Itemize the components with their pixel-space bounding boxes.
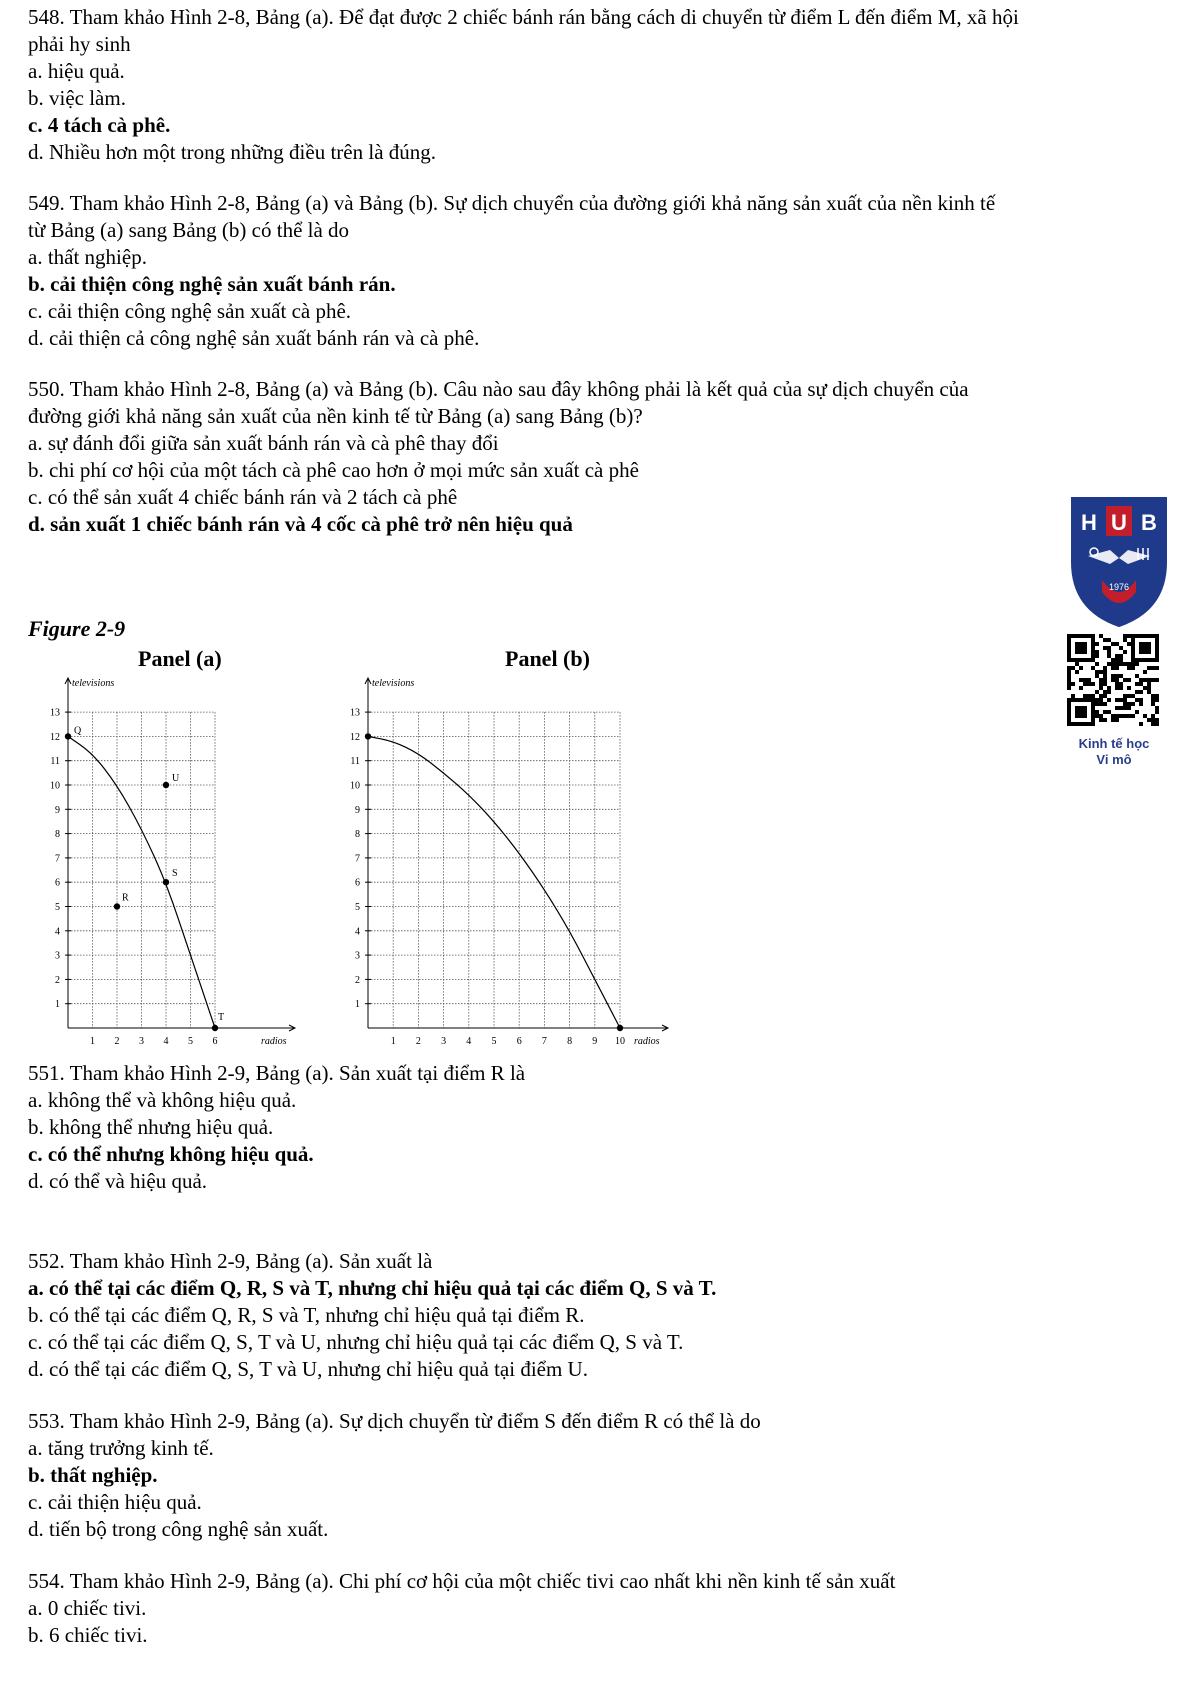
qr-module xyxy=(1067,670,1071,674)
question-text: 550. Tham khảo Hình 2-8, Bảng (a) và Bảng (b). Câu nào sau đây không phải là kết quả của sự dịch chuyển của xyxy=(28,377,969,401)
y-tick-label: 2 xyxy=(55,974,60,986)
qr-module xyxy=(1123,662,1127,666)
qr-module xyxy=(1127,714,1131,718)
point-label-u: U xyxy=(172,773,180,784)
qr-module xyxy=(1107,638,1111,642)
panel-b-title: Panel (b) xyxy=(505,646,590,671)
qr-module xyxy=(1119,686,1123,690)
qr-module xyxy=(1115,678,1119,682)
qr-module xyxy=(1103,666,1107,670)
qr-module xyxy=(1151,702,1155,706)
qr-module xyxy=(1095,642,1099,646)
qr-module xyxy=(1155,718,1159,722)
qr-module xyxy=(1103,694,1107,698)
x-tick-label: 6 xyxy=(212,1036,218,1047)
qr-module xyxy=(1139,722,1143,726)
x-tick-label: 3 xyxy=(441,1036,447,1047)
qr-module xyxy=(1079,666,1083,670)
x-tick-label: 7 xyxy=(541,1036,547,1047)
answer-option: a. hiệu quả. xyxy=(28,59,125,83)
qr-module xyxy=(1135,710,1139,714)
qr-module xyxy=(1155,678,1159,682)
qr-module xyxy=(1099,694,1103,698)
qr-module xyxy=(1155,722,1159,726)
qr-module xyxy=(1123,634,1127,638)
qr-module xyxy=(1127,634,1131,638)
qr-module xyxy=(1115,718,1119,722)
question-q549 xyxy=(28,190,1168,352)
point-r xyxy=(114,903,120,909)
question-text: 554. Tham khảo Hình 2-9, Bảng (a). Chi phí cơ hội của một chiếc tivi cao nhất khi nền kinh tế sản xuất xyxy=(28,1569,896,1593)
answer-option: a. 0 chiếc tivi. xyxy=(28,1596,147,1620)
x-tick-label: 4 xyxy=(466,1036,472,1047)
qr-module xyxy=(1147,682,1151,686)
qr-module xyxy=(1127,666,1131,670)
answer-option-correct: d. sản xuất 1 chiếc bánh rán và 4 cốc cà phê trở nên hiệu quả xyxy=(28,512,573,536)
qr-module xyxy=(1107,710,1111,714)
qr-module xyxy=(1099,634,1103,638)
qr-module xyxy=(1111,662,1115,666)
qr-module xyxy=(1131,694,1135,698)
qr-module xyxy=(1139,690,1143,694)
qr-module xyxy=(1127,686,1131,690)
y-tick-label: 4 xyxy=(355,926,360,938)
qr-module xyxy=(1119,698,1123,702)
y-tick-label: 3 xyxy=(55,950,60,962)
qr-module xyxy=(1107,686,1111,690)
y-tick-label: 11 xyxy=(50,756,60,768)
point-label-q: Q xyxy=(74,725,82,737)
qr-module xyxy=(1143,686,1147,690)
qr-module xyxy=(1091,682,1095,686)
y-tick-label: 12 xyxy=(50,731,60,743)
point-label-s: S xyxy=(172,868,178,880)
y-axis-label: televisions xyxy=(372,678,415,689)
y-tick-label: 5 xyxy=(55,902,60,913)
qr-module xyxy=(1119,714,1123,718)
qr-module xyxy=(1115,714,1119,718)
answer-option-correct: b. thất nghiệp. xyxy=(28,1463,158,1487)
x-tick-label: 5 xyxy=(491,1036,497,1047)
qr-module xyxy=(1123,638,1127,642)
answer-option: b. có thể tại các điểm Q, R, S và T, nhưng chỉ hiệu quả tại điểm R. xyxy=(28,1303,585,1327)
qr-module xyxy=(1103,638,1107,642)
qr-module xyxy=(1147,678,1151,682)
qr-module xyxy=(1155,666,1159,670)
qr-module xyxy=(1095,698,1099,702)
qr-module xyxy=(1119,646,1123,650)
qr-module xyxy=(1119,658,1123,662)
qr-module xyxy=(1067,682,1071,686)
qr-module xyxy=(1151,722,1155,726)
qr-module xyxy=(1115,642,1119,646)
answer-option: d. Nhiều hơn một trong những điều trên là đúng. xyxy=(28,140,437,164)
answer-option: b. chi phí cơ hội của một tách cà phê cao hơn ở mọi mức sản xuất cà phê xyxy=(28,458,639,482)
qr-module xyxy=(1103,674,1107,678)
qr-module xyxy=(1111,718,1115,722)
qr-module xyxy=(1095,674,1099,678)
qr-module xyxy=(1095,654,1099,658)
qr-module xyxy=(1107,662,1111,666)
qr-module xyxy=(1119,682,1123,686)
answer-option: b. việc làm. xyxy=(28,86,126,110)
question-q548 xyxy=(28,4,1168,166)
qr-module xyxy=(1111,678,1115,682)
qr-module xyxy=(1099,718,1103,722)
qr-module xyxy=(1103,690,1107,694)
qr-module xyxy=(1095,714,1099,718)
qr-module xyxy=(1127,694,1131,698)
qr-module xyxy=(1099,678,1103,682)
qr-module xyxy=(1103,702,1107,706)
qr-module xyxy=(1103,718,1107,722)
y-tick-label: 8 xyxy=(55,829,60,841)
qr-module xyxy=(1111,674,1115,678)
qr-module xyxy=(1103,670,1107,674)
qr-finder-core xyxy=(1139,642,1151,654)
answer-option: a. thất nghiệp. xyxy=(28,245,147,269)
qr-module xyxy=(1103,646,1107,650)
svg-text:H: H xyxy=(1081,510,1097,535)
qr-module xyxy=(1115,698,1119,702)
y-tick-label: 4 xyxy=(55,926,60,938)
qr-module xyxy=(1131,662,1135,666)
qr-caption-line-2: Vi mô xyxy=(1096,752,1132,767)
qr-module xyxy=(1127,662,1131,666)
x-axis-label: radios xyxy=(261,1036,287,1047)
x-tick-label: 2 xyxy=(114,1036,120,1047)
answer-option: a. tăng trưởng kinh tế. xyxy=(28,1436,214,1460)
qr-module xyxy=(1151,678,1155,682)
panel-a-title: Panel (a) xyxy=(138,646,222,671)
qr-module xyxy=(1135,662,1139,666)
qr-module xyxy=(1119,674,1123,678)
qr-module xyxy=(1143,670,1147,674)
answer-option: d. cải thiện cả công nghệ sản xuất bánh rán và cà phê. xyxy=(28,326,480,350)
qr-module xyxy=(1123,698,1127,702)
qr-module xyxy=(1087,694,1091,698)
qr-module xyxy=(1131,666,1135,670)
qr-module xyxy=(1087,678,1091,682)
x-tick-label: 9 xyxy=(592,1036,598,1047)
qr-module xyxy=(1071,666,1075,670)
y-tick-label: 7 xyxy=(355,853,360,865)
qr-module xyxy=(1079,678,1083,682)
qr-module xyxy=(1075,670,1079,674)
y-tick-label: 6 xyxy=(355,877,360,889)
svg-text:B: B xyxy=(1141,510,1157,535)
qr-module xyxy=(1067,674,1071,678)
qr-module xyxy=(1115,674,1119,678)
x-tick-label: 8 xyxy=(567,1036,573,1047)
chart-panel-b xyxy=(330,672,675,1060)
qr-module xyxy=(1103,710,1107,714)
qr-module xyxy=(1115,654,1119,658)
question-q552 xyxy=(28,1248,1168,1383)
y-tick-label: 10 xyxy=(50,780,60,792)
x-tick-label: 6 xyxy=(516,1036,522,1047)
point-s xyxy=(163,879,169,885)
qr-module xyxy=(1151,718,1155,722)
qr-module xyxy=(1151,714,1155,718)
qr-module xyxy=(1147,690,1151,694)
qr-module xyxy=(1139,702,1143,706)
x-tick-label: 2 xyxy=(415,1036,421,1047)
answer-option: d. có thể và hiệu quả. xyxy=(28,1169,208,1193)
qr-module xyxy=(1155,698,1159,702)
x-tick-label: 3 xyxy=(139,1036,144,1047)
y-tick-label: 9 xyxy=(55,804,60,816)
qr-module xyxy=(1135,690,1139,694)
question-text: 549. Tham khảo Hình 2-8, Bảng (a) và Bảng (b). Sự dịch chuyển của đường giới khả năng sản xuất của nền kinh tế xyxy=(28,191,996,215)
answer-option: c. có thể sản xuất 4 chiếc bánh rán và 2 tách cà phê xyxy=(28,485,458,509)
x-tick-label: 1 xyxy=(390,1036,396,1047)
qr-module xyxy=(1135,674,1139,678)
x-tick-label: 10 xyxy=(615,1036,625,1047)
qr-module xyxy=(1143,714,1147,718)
question-text: 553. Tham khảo Hình 2-9, Bảng (a). Sự dịch chuyển từ điểm S đến điểm R có thể là do xyxy=(28,1409,761,1433)
answer-option: c. có thể tại các điểm Q, S, T và U, nhưng chỉ hiệu quả tại các điểm Q, S và T. xyxy=(28,1330,684,1354)
question-text: từ Bảng (a) sang Bảng (b) có thể là do xyxy=(28,218,350,242)
point-q xyxy=(65,733,71,739)
qr-module xyxy=(1131,714,1135,718)
answer-option: a. sự đánh đổi giữa sản xuất bánh rán và cà phê thay đổi xyxy=(28,431,499,455)
qr-module xyxy=(1095,690,1099,694)
qr-module xyxy=(1151,698,1155,702)
qr-module xyxy=(1127,706,1131,710)
y-tick-label: 3 xyxy=(355,950,360,962)
qr-module xyxy=(1151,666,1155,670)
point-label-t: T xyxy=(218,1012,225,1023)
qr-module xyxy=(1115,682,1119,686)
answer-option-correct: c. 4 tách cà phê. xyxy=(28,113,171,137)
qr-module xyxy=(1099,682,1103,686)
qr-module xyxy=(1119,654,1123,658)
qr-module xyxy=(1155,694,1159,698)
qr-module xyxy=(1099,686,1103,690)
hub-logo xyxy=(1068,492,1170,636)
qr-module xyxy=(1127,678,1131,682)
qr-module xyxy=(1131,702,1135,706)
answer-option: b. 6 chiếc tivi. xyxy=(28,1623,148,1647)
qr-finder-core xyxy=(1075,642,1087,654)
qr-finder-core xyxy=(1075,706,1087,718)
qr-module xyxy=(1123,694,1127,698)
svg-text:1976: 1976 xyxy=(1108,582,1130,592)
qr-module xyxy=(1099,698,1103,702)
qr-module xyxy=(1135,698,1139,702)
point-u xyxy=(163,782,169,788)
qr-module xyxy=(1107,654,1111,658)
qr-module xyxy=(1115,658,1119,662)
qr-module xyxy=(1095,710,1099,714)
qr-module xyxy=(1067,686,1071,690)
question-text: 548. Tham khảo Hình 2-8, Bảng (a). Để đạt được 2 chiếc bánh rán bằng cách di chuyển từ điểm L đến điểm M, xã hội xyxy=(28,5,1019,29)
qr-module xyxy=(1079,686,1083,690)
qr-module xyxy=(1111,642,1115,646)
y-tick-label: 12 xyxy=(350,731,360,743)
y-tick-label: 8 xyxy=(355,829,360,841)
question-q553 xyxy=(28,1408,1168,1543)
y-tick-label: 13 xyxy=(50,707,60,719)
qr-module xyxy=(1071,682,1075,686)
qr-module xyxy=(1115,662,1119,666)
answer-option: a. không thể và không hiệu quả. xyxy=(28,1088,297,1112)
point-endpoint xyxy=(365,733,371,739)
qr-module xyxy=(1115,686,1119,690)
x-tick-label: 1 xyxy=(90,1036,95,1047)
answer-option: c. cải thiện hiệu quả. xyxy=(28,1490,202,1514)
answer-option-correct: b. cải thiện công nghệ sản xuất bánh rán. xyxy=(28,272,396,296)
qr-module xyxy=(1099,714,1103,718)
qr-module xyxy=(1083,694,1087,698)
qr-module xyxy=(1123,706,1127,710)
qr-module xyxy=(1111,658,1115,662)
qr-code xyxy=(1067,634,1159,732)
qr-module xyxy=(1095,662,1099,666)
y-tick-label: 7 xyxy=(55,853,60,865)
qr-module xyxy=(1115,666,1119,670)
qr-module xyxy=(1139,682,1143,686)
qr-module xyxy=(1095,670,1099,674)
qr-module xyxy=(1111,714,1115,718)
qr-module xyxy=(1147,718,1151,722)
qr-module xyxy=(1107,650,1111,654)
qr-module xyxy=(1103,682,1107,686)
qr-module xyxy=(1067,678,1071,682)
qr-module xyxy=(1071,694,1075,698)
qr-module xyxy=(1135,682,1139,686)
answer-option-correct: c. có thể nhưng không hiệu quả. xyxy=(28,1142,314,1166)
qr-module xyxy=(1127,702,1131,706)
qr-module xyxy=(1091,666,1095,670)
y-tick-label: 9 xyxy=(355,804,360,816)
qr-module xyxy=(1095,702,1099,706)
qr-module xyxy=(1107,690,1111,694)
qr-module xyxy=(1139,698,1143,702)
y-tick-label: 5 xyxy=(355,902,360,913)
x-axis-label: radios xyxy=(634,1036,660,1047)
qr-module xyxy=(1151,694,1155,698)
qr-module xyxy=(1155,710,1159,714)
qr-module xyxy=(1067,666,1071,670)
qr-module xyxy=(1083,682,1087,686)
qr-module xyxy=(1087,682,1091,686)
y-tick-label: 1 xyxy=(55,999,60,1011)
y-tick-label: 1 xyxy=(355,999,360,1011)
qr-module xyxy=(1099,702,1103,706)
y-tick-label: 13 xyxy=(350,707,360,719)
question-text: 551. Tham khảo Hình 2-9, Bảng (a). Sản xuất tại điểm R là xyxy=(28,1061,526,1085)
qr-module xyxy=(1123,702,1127,706)
qr-module xyxy=(1107,646,1111,650)
qr-module xyxy=(1119,662,1123,666)
x-tick-label: 4 xyxy=(163,1036,169,1047)
x-tick-label: 5 xyxy=(188,1036,193,1047)
qr-module xyxy=(1095,650,1099,654)
question-q550 xyxy=(28,376,1168,538)
qr-module xyxy=(1119,706,1123,710)
question-text: đường giới khả năng sản xuất của nền kinh tế từ Bảng (a) sang Bảng (b)? xyxy=(28,404,643,428)
figure-title: Figure 2-9 xyxy=(28,616,126,641)
answer-option: c. cải thiện công nghệ sản xuất cà phê. xyxy=(28,299,352,323)
point-endpoint xyxy=(617,1025,623,1031)
y-tick-label: 2 xyxy=(355,974,360,986)
y-tick-label: 10 xyxy=(350,780,360,792)
question-text: phải hy sinh xyxy=(28,32,131,56)
svg-text:U: U xyxy=(1111,510,1127,535)
point-label-r: R xyxy=(122,892,129,904)
qr-module xyxy=(1127,642,1131,646)
y-tick-label: 6 xyxy=(55,877,60,889)
qr-module xyxy=(1083,678,1087,682)
qr-caption-line-1: Kinh tế học xyxy=(1078,736,1150,751)
qr-module xyxy=(1091,694,1095,698)
point-t xyxy=(212,1025,218,1031)
question-text: 552. Tham khảo Hình 2-9, Bảng (a). Sản xuất là xyxy=(28,1249,433,1273)
answer-option-correct: a. có thể tại các điểm Q, R, S và T, nhưng chỉ hiệu quả tại các điểm Q, S và T. xyxy=(28,1276,717,1300)
qr-module xyxy=(1139,678,1143,682)
y-axis-label: televisions xyxy=(72,678,115,689)
chart-panel-a xyxy=(38,672,300,1060)
qr-module xyxy=(1103,678,1107,682)
qr-module xyxy=(1099,670,1103,674)
qr-module xyxy=(1123,678,1127,682)
qr-module xyxy=(1123,714,1127,718)
answer-option: d. tiến bộ trong công nghệ sản xuất. xyxy=(28,1517,329,1541)
answer-option: b. không thể nhưng hiệu quả. xyxy=(28,1115,274,1139)
answer-option: d. có thể tại các điểm Q, S, T và U, nhưng chỉ hiệu quả tại điểm U. xyxy=(28,1357,588,1381)
qr-module xyxy=(1155,706,1159,710)
qr-module xyxy=(1075,662,1079,666)
question-q551 xyxy=(28,1060,1168,1195)
qr-module xyxy=(1147,666,1151,670)
qr-module xyxy=(1147,686,1151,690)
qr-module xyxy=(1111,666,1115,670)
qr-module xyxy=(1143,678,1147,682)
qr-module xyxy=(1107,698,1111,702)
question-q554 xyxy=(28,1568,1168,1649)
y-tick-label: 11 xyxy=(350,756,360,768)
qr-module xyxy=(1115,706,1119,710)
qr-module xyxy=(1123,650,1127,654)
